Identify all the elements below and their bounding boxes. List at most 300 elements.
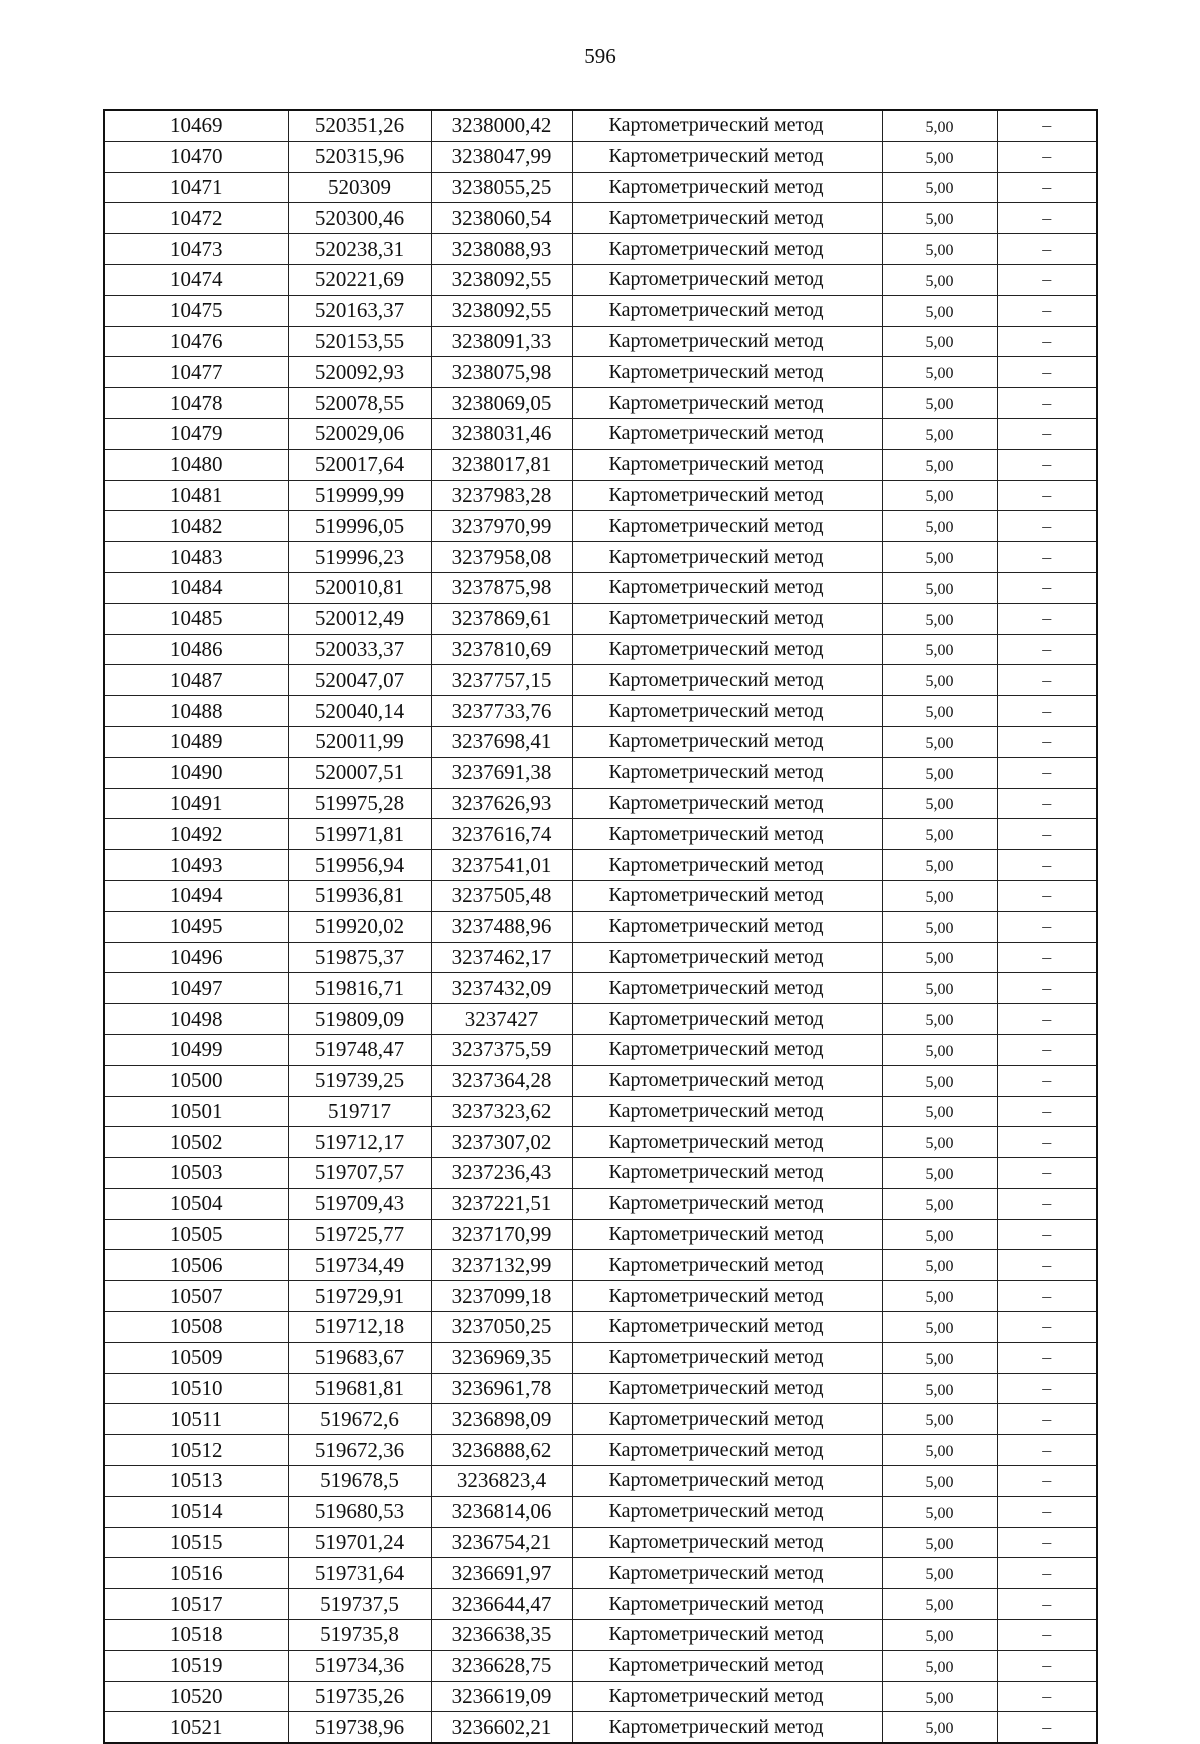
description-cell: – xyxy=(997,1342,1097,1373)
point-number-cell: 10509 xyxy=(104,1342,288,1373)
point-number-cell: 10514 xyxy=(104,1496,288,1527)
x-coordinate-cell: 519734,49 xyxy=(288,1250,431,1281)
x-coordinate-cell: 519809,09 xyxy=(288,1004,431,1035)
y-coordinate-cell: 3238060,54 xyxy=(431,203,572,234)
point-number-cell: 10521 xyxy=(104,1712,288,1743)
table-row xyxy=(104,234,1097,265)
description-cell: – xyxy=(997,1034,1097,1065)
accuracy-cell: 5,00 xyxy=(882,326,997,357)
accuracy-cell: 5,00 xyxy=(882,726,997,757)
point-number-cell: 10478 xyxy=(104,388,288,419)
x-coordinate-cell: 519672,36 xyxy=(288,1435,431,1466)
point-number-cell: 10487 xyxy=(104,665,288,696)
x-coordinate-cell: 520153,55 xyxy=(288,326,431,357)
point-number-cell: 10473 xyxy=(104,234,288,265)
point-number-cell: 10519 xyxy=(104,1650,288,1681)
y-coordinate-cell: 3237970,99 xyxy=(431,511,572,542)
point-number-cell: 10506 xyxy=(104,1250,288,1281)
accuracy-cell: 5,00 xyxy=(882,418,997,449)
table-row xyxy=(104,1188,1097,1219)
point-number-cell: 10501 xyxy=(104,1096,288,1127)
method-cell: Картометрический метод xyxy=(572,234,882,265)
y-coordinate-cell: 3237427 xyxy=(431,1004,572,1035)
description-cell: – xyxy=(997,172,1097,203)
point-number-cell: 10505 xyxy=(104,1219,288,1250)
table-row xyxy=(104,1034,1097,1065)
point-number-cell: 10499 xyxy=(104,1034,288,1065)
method-cell: Картометрический метод xyxy=(572,1373,882,1404)
method-cell: Картометрический метод xyxy=(572,696,882,727)
y-coordinate-cell: 3237462,17 xyxy=(431,942,572,973)
description-cell: – xyxy=(997,634,1097,665)
point-number-cell: 10486 xyxy=(104,634,288,665)
description-cell: – xyxy=(997,603,1097,634)
description-cell: – xyxy=(997,850,1097,881)
description-cell: – xyxy=(997,696,1097,727)
accuracy-cell: 5,00 xyxy=(882,449,997,480)
point-number-cell: 10511 xyxy=(104,1404,288,1435)
x-coordinate-cell: 520012,49 xyxy=(288,603,431,634)
method-cell: Картометрический метод xyxy=(572,511,882,542)
table-row xyxy=(104,665,1097,696)
description-cell: – xyxy=(997,388,1097,419)
method-cell: Картометрический метод xyxy=(572,1650,882,1681)
x-coordinate-cell: 519672,6 xyxy=(288,1404,431,1435)
point-number-cell: 10489 xyxy=(104,726,288,757)
table-row xyxy=(104,418,1097,449)
point-number-cell: 10493 xyxy=(104,850,288,881)
x-coordinate-cell: 520351,26 xyxy=(288,110,431,141)
description-cell: – xyxy=(997,880,1097,911)
y-coordinate-cell: 3237375,59 xyxy=(431,1034,572,1065)
point-number-cell: 10480 xyxy=(104,449,288,480)
accuracy-cell: 5,00 xyxy=(882,388,997,419)
method-cell: Картометрический метод xyxy=(572,850,882,881)
y-coordinate-cell: 3237432,09 xyxy=(431,973,572,1004)
method-cell: Картометрический метод xyxy=(572,603,882,634)
method-cell: Картометрический метод xyxy=(572,942,882,973)
table-row xyxy=(104,388,1097,419)
description-cell: – xyxy=(997,1589,1097,1620)
y-coordinate-cell: 3237323,62 xyxy=(431,1096,572,1127)
description-cell: – xyxy=(997,1620,1097,1651)
method-cell: Картометрический метод xyxy=(572,1496,882,1527)
method-cell: Картометрический метод xyxy=(572,572,882,603)
description-cell: – xyxy=(997,295,1097,326)
y-coordinate-cell: 3236969,35 xyxy=(431,1342,572,1373)
accuracy-cell: 5,00 xyxy=(882,572,997,603)
point-number-cell: 10517 xyxy=(104,1589,288,1620)
x-coordinate-cell: 519731,64 xyxy=(288,1558,431,1589)
point-number-cell: 10470 xyxy=(104,141,288,172)
description-cell: – xyxy=(997,542,1097,573)
description-cell: – xyxy=(997,788,1097,819)
method-cell: Картометрический метод xyxy=(572,326,882,357)
x-coordinate-cell: 519712,18 xyxy=(288,1312,431,1343)
table-row xyxy=(104,1527,1097,1558)
coordinates-table xyxy=(103,109,1098,1744)
x-coordinate-cell: 519996,23 xyxy=(288,542,431,573)
accuracy-cell: 5,00 xyxy=(882,1466,997,1497)
description-cell: – xyxy=(997,480,1097,511)
accuracy-cell: 5,00 xyxy=(882,1219,997,1250)
table-row xyxy=(104,1466,1097,1497)
point-number-cell: 10490 xyxy=(104,757,288,788)
method-cell: Картометрический метод xyxy=(572,665,882,696)
x-coordinate-cell: 520221,69 xyxy=(288,264,431,295)
description-cell: – xyxy=(997,572,1097,603)
y-coordinate-cell: 3238088,93 xyxy=(431,234,572,265)
accuracy-cell: 5,00 xyxy=(882,1496,997,1527)
table-row xyxy=(104,1496,1097,1527)
table-row xyxy=(104,1712,1097,1743)
x-coordinate-cell: 519748,47 xyxy=(288,1034,431,1065)
description-cell: – xyxy=(997,1558,1097,1589)
x-coordinate-cell: 519996,05 xyxy=(288,511,431,542)
x-coordinate-cell: 519816,71 xyxy=(288,973,431,1004)
method-cell: Картометрический метод xyxy=(572,1004,882,1035)
y-coordinate-cell: 3236888,62 xyxy=(431,1435,572,1466)
accuracy-cell: 5,00 xyxy=(882,542,997,573)
y-coordinate-cell: 3236814,06 xyxy=(431,1496,572,1527)
method-cell: Картометрический метод xyxy=(572,357,882,388)
page-number: 596 xyxy=(584,44,616,68)
accuracy-cell: 5,00 xyxy=(882,1250,997,1281)
description-cell: – xyxy=(997,1281,1097,1312)
point-number-cell: 10475 xyxy=(104,295,288,326)
x-coordinate-cell: 519678,5 xyxy=(288,1466,431,1497)
table-row xyxy=(104,357,1097,388)
accuracy-cell: 5,00 xyxy=(882,696,997,727)
point-number-cell: 10497 xyxy=(104,973,288,1004)
table-row xyxy=(104,788,1097,819)
table-row xyxy=(104,1127,1097,1158)
accuracy-cell: 5,00 xyxy=(882,788,997,819)
table-row xyxy=(104,911,1097,942)
description-cell: – xyxy=(997,357,1097,388)
table-row xyxy=(104,1312,1097,1343)
table-row xyxy=(104,572,1097,603)
description-cell: – xyxy=(997,1681,1097,1712)
table-row xyxy=(104,449,1097,480)
accuracy-cell: 5,00 xyxy=(882,1404,997,1435)
y-coordinate-cell: 3238047,99 xyxy=(431,141,572,172)
accuracy-cell: 5,00 xyxy=(882,1004,997,1035)
y-coordinate-cell: 3236638,35 xyxy=(431,1620,572,1651)
table-row xyxy=(104,1096,1097,1127)
table-row xyxy=(104,942,1097,973)
method-cell: Картометрический метод xyxy=(572,1188,882,1219)
method-cell: Картометрический метод xyxy=(572,1127,882,1158)
table-row xyxy=(104,480,1097,511)
point-number-cell: 10515 xyxy=(104,1527,288,1558)
accuracy-cell: 5,00 xyxy=(882,1158,997,1189)
point-number-cell: 10476 xyxy=(104,326,288,357)
accuracy-cell: 5,00 xyxy=(882,110,997,141)
x-coordinate-cell: 519735,26 xyxy=(288,1681,431,1712)
method-cell: Картометрический метод xyxy=(572,1312,882,1343)
accuracy-cell: 5,00 xyxy=(882,1065,997,1096)
x-coordinate-cell: 520300,46 xyxy=(288,203,431,234)
y-coordinate-cell: 3238000,42 xyxy=(431,110,572,141)
x-coordinate-cell: 520040,14 xyxy=(288,696,431,727)
description-cell: – xyxy=(997,1373,1097,1404)
y-coordinate-cell: 3237364,28 xyxy=(431,1065,572,1096)
method-cell: Картометрический метод xyxy=(572,819,882,850)
y-coordinate-cell: 3238069,05 xyxy=(431,388,572,419)
point-number-cell: 10474 xyxy=(104,264,288,295)
coordinates-table-body xyxy=(104,110,1097,1743)
x-coordinate-cell: 519956,94 xyxy=(288,850,431,881)
method-cell: Картометрический метод xyxy=(572,388,882,419)
accuracy-cell: 5,00 xyxy=(882,511,997,542)
method-cell: Картометрический метод xyxy=(572,1342,882,1373)
y-coordinate-cell: 3236754,21 xyxy=(431,1527,572,1558)
table-row xyxy=(104,1342,1097,1373)
accuracy-cell: 5,00 xyxy=(882,1527,997,1558)
table-row xyxy=(104,1681,1097,1712)
method-cell: Картометрический метод xyxy=(572,1435,882,1466)
accuracy-cell: 5,00 xyxy=(882,757,997,788)
method-cell: Картометрический метод xyxy=(572,1158,882,1189)
accuracy-cell: 5,00 xyxy=(882,665,997,696)
table-row xyxy=(104,1065,1097,1096)
table-row xyxy=(104,696,1097,727)
method-cell: Картометрический метод xyxy=(572,1404,882,1435)
method-cell: Картометрический метод xyxy=(572,203,882,234)
method-cell: Картометрический метод xyxy=(572,788,882,819)
method-cell: Картометрический метод xyxy=(572,1527,882,1558)
description-cell: – xyxy=(997,203,1097,234)
point-number-cell: 10491 xyxy=(104,788,288,819)
y-coordinate-cell: 3237307,02 xyxy=(431,1127,572,1158)
method-cell: Картометрический метод xyxy=(572,1065,882,1096)
y-coordinate-cell: 3238017,81 xyxy=(431,449,572,480)
description-cell: – xyxy=(997,511,1097,542)
description-cell: – xyxy=(997,1127,1097,1158)
table-row xyxy=(104,1158,1097,1189)
method-cell: Картометрический метод xyxy=(572,634,882,665)
description-cell: – xyxy=(997,973,1097,1004)
point-number-cell: 10484 xyxy=(104,572,288,603)
method-cell: Картометрический метод xyxy=(572,757,882,788)
x-coordinate-cell: 519683,67 xyxy=(288,1342,431,1373)
y-coordinate-cell: 3237958,08 xyxy=(431,542,572,573)
x-coordinate-cell: 519712,17 xyxy=(288,1127,431,1158)
table-row xyxy=(104,1281,1097,1312)
method-cell: Картометрический метод xyxy=(572,1681,882,1712)
description-cell: – xyxy=(997,1466,1097,1497)
accuracy-cell: 5,00 xyxy=(882,1435,997,1466)
x-coordinate-cell: 519739,25 xyxy=(288,1065,431,1096)
accuracy-cell: 5,00 xyxy=(882,1034,997,1065)
x-coordinate-cell: 519729,91 xyxy=(288,1281,431,1312)
x-coordinate-cell: 519738,96 xyxy=(288,1712,431,1743)
method-cell: Картометрический метод xyxy=(572,1219,882,1250)
description-cell: – xyxy=(997,1650,1097,1681)
x-coordinate-cell: 519680,53 xyxy=(288,1496,431,1527)
y-coordinate-cell: 3237616,74 xyxy=(431,819,572,850)
y-coordinate-cell: 3238031,46 xyxy=(431,418,572,449)
point-number-cell: 10488 xyxy=(104,696,288,727)
description-cell: – xyxy=(997,665,1097,696)
x-coordinate-cell: 520011,99 xyxy=(288,726,431,757)
point-number-cell: 10481 xyxy=(104,480,288,511)
accuracy-cell: 5,00 xyxy=(882,1342,997,1373)
description-cell: – xyxy=(997,1096,1097,1127)
table-row xyxy=(104,110,1097,141)
point-number-cell: 10507 xyxy=(104,1281,288,1312)
point-number-cell: 10502 xyxy=(104,1127,288,1158)
table-row xyxy=(104,203,1097,234)
y-coordinate-cell: 3236644,47 xyxy=(431,1589,572,1620)
method-cell: Картометрический метод xyxy=(572,973,882,1004)
description-cell: – xyxy=(997,1250,1097,1281)
method-cell: Картометрический метод xyxy=(572,295,882,326)
point-number-cell: 10516 xyxy=(104,1558,288,1589)
description-cell: – xyxy=(997,726,1097,757)
description-cell: – xyxy=(997,757,1097,788)
method-cell: Картометрический метод xyxy=(572,418,882,449)
x-coordinate-cell: 520315,96 xyxy=(288,141,431,172)
description-cell: – xyxy=(997,1004,1097,1035)
x-coordinate-cell: 519737,5 xyxy=(288,1589,431,1620)
y-coordinate-cell: 3237505,48 xyxy=(431,880,572,911)
accuracy-cell: 5,00 xyxy=(882,1188,997,1219)
description-cell: – xyxy=(997,1158,1097,1189)
method-cell: Картометрический метод xyxy=(572,141,882,172)
description-cell: – xyxy=(997,264,1097,295)
method-cell: Картометрический метод xyxy=(572,1712,882,1743)
accuracy-cell: 5,00 xyxy=(882,1620,997,1651)
point-number-cell: 10510 xyxy=(104,1373,288,1404)
y-coordinate-cell: 3236823,4 xyxy=(431,1466,572,1497)
accuracy-cell: 5,00 xyxy=(882,1281,997,1312)
x-coordinate-cell: 520047,07 xyxy=(288,665,431,696)
y-coordinate-cell: 3236691,97 xyxy=(431,1558,572,1589)
method-cell: Картометрический метод xyxy=(572,449,882,480)
point-number-cell: 10469 xyxy=(104,110,288,141)
point-number-cell: 10482 xyxy=(104,511,288,542)
y-coordinate-cell: 3237626,93 xyxy=(431,788,572,819)
table-row xyxy=(104,634,1097,665)
method-cell: Картометрический метод xyxy=(572,911,882,942)
accuracy-cell: 5,00 xyxy=(882,1096,997,1127)
accuracy-cell: 5,00 xyxy=(882,172,997,203)
accuracy-cell: 5,00 xyxy=(882,480,997,511)
y-coordinate-cell: 3237698,41 xyxy=(431,726,572,757)
accuracy-cell: 5,00 xyxy=(882,141,997,172)
accuracy-cell: 5,00 xyxy=(882,880,997,911)
y-coordinate-cell: 3236898,09 xyxy=(431,1404,572,1435)
y-coordinate-cell: 3236619,09 xyxy=(431,1681,572,1712)
accuracy-cell: 5,00 xyxy=(882,203,997,234)
table-row xyxy=(104,1404,1097,1435)
method-cell: Картометрический метод xyxy=(572,1466,882,1497)
description-cell: – xyxy=(997,1404,1097,1435)
point-number-cell: 10498 xyxy=(104,1004,288,1035)
x-coordinate-cell: 519717 xyxy=(288,1096,431,1127)
accuracy-cell: 5,00 xyxy=(882,911,997,942)
description-cell: – xyxy=(997,418,1097,449)
y-coordinate-cell: 3237488,96 xyxy=(431,911,572,942)
table-row xyxy=(104,1589,1097,1620)
x-coordinate-cell: 519975,28 xyxy=(288,788,431,819)
description-cell: – xyxy=(997,1312,1097,1343)
accuracy-cell: 5,00 xyxy=(882,295,997,326)
method-cell: Картометрический метод xyxy=(572,1589,882,1620)
x-coordinate-cell: 519709,43 xyxy=(288,1188,431,1219)
y-coordinate-cell: 3237875,98 xyxy=(431,572,572,603)
point-number-cell: 10496 xyxy=(104,942,288,973)
method-cell: Картометрический метод xyxy=(572,480,882,511)
accuracy-cell: 5,00 xyxy=(882,234,997,265)
description-cell: – xyxy=(997,1712,1097,1743)
point-number-cell: 10471 xyxy=(104,172,288,203)
x-coordinate-cell: 520238,31 xyxy=(288,234,431,265)
x-coordinate-cell: 520092,93 xyxy=(288,357,431,388)
description-cell: – xyxy=(997,1065,1097,1096)
method-cell: Картометрический метод xyxy=(572,1096,882,1127)
y-coordinate-cell: 3237869,61 xyxy=(431,603,572,634)
method-cell: Картометрический метод xyxy=(572,110,882,141)
description-cell: – xyxy=(997,942,1097,973)
table-row xyxy=(104,1620,1097,1651)
y-coordinate-cell: 3238092,55 xyxy=(431,295,572,326)
x-coordinate-cell: 519920,02 xyxy=(288,911,431,942)
method-cell: Картометрический метод xyxy=(572,1620,882,1651)
y-coordinate-cell: 3238075,98 xyxy=(431,357,572,388)
x-coordinate-cell: 520078,55 xyxy=(288,388,431,419)
y-coordinate-cell: 3238091,33 xyxy=(431,326,572,357)
accuracy-cell: 5,00 xyxy=(882,1373,997,1404)
table-row xyxy=(104,295,1097,326)
table-row xyxy=(104,1558,1097,1589)
y-coordinate-cell: 3237221,51 xyxy=(431,1188,572,1219)
point-number-cell: 10518 xyxy=(104,1620,288,1651)
table-row xyxy=(104,757,1097,788)
accuracy-cell: 5,00 xyxy=(882,264,997,295)
x-coordinate-cell: 520017,64 xyxy=(288,449,431,480)
table-row xyxy=(104,542,1097,573)
x-coordinate-cell: 519707,57 xyxy=(288,1158,431,1189)
y-coordinate-cell: 3237757,15 xyxy=(431,665,572,696)
description-cell: – xyxy=(997,110,1097,141)
table-row xyxy=(104,326,1097,357)
x-coordinate-cell: 520029,06 xyxy=(288,418,431,449)
y-coordinate-cell: 3237170,99 xyxy=(431,1219,572,1250)
point-number-cell: 10483 xyxy=(104,542,288,573)
table-row xyxy=(104,1250,1097,1281)
method-cell: Картометрический метод xyxy=(572,1034,882,1065)
x-coordinate-cell: 520007,51 xyxy=(288,757,431,788)
y-coordinate-cell: 3237050,25 xyxy=(431,1312,572,1343)
x-coordinate-cell: 519971,81 xyxy=(288,819,431,850)
point-number-cell: 10512 xyxy=(104,1435,288,1466)
method-cell: Картометрический метод xyxy=(572,172,882,203)
y-coordinate-cell: 3237132,99 xyxy=(431,1250,572,1281)
point-number-cell: 10485 xyxy=(104,603,288,634)
point-number-cell: 10500 xyxy=(104,1065,288,1096)
description-cell: – xyxy=(997,1188,1097,1219)
method-cell: Картометрический метод xyxy=(572,1281,882,1312)
point-number-cell: 10520 xyxy=(104,1681,288,1712)
accuracy-cell: 5,00 xyxy=(882,850,997,881)
table-row xyxy=(104,1373,1097,1404)
accuracy-cell: 5,00 xyxy=(882,1650,997,1681)
table-row xyxy=(104,141,1097,172)
y-coordinate-cell: 3236602,21 xyxy=(431,1712,572,1743)
